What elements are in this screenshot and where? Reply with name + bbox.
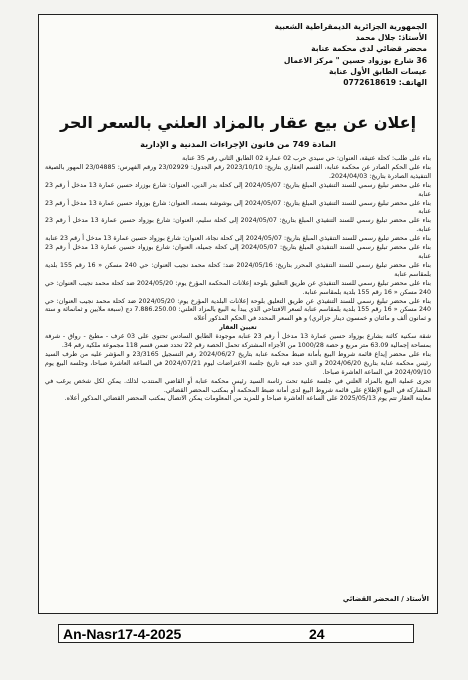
paragraph: بناء على محضر تبليغ رسمي للسند التنفيذي عن طريق التعليق بلوحة إعلانات البلدية المؤرخ يوم: 2024/05/20 ضد كحلة محمد نجيب العنوان: حي 240 مسكن « 16 رقم 155 بلدية بلمقاسم عنابة لسعر الافتتاحي الذي يبدأ به البيع بالمزاد العلني: 7.886.250.00 دج (سبعة ملايين و ثمانمائة و ستة و ثمانون ألف و مائتان و خمسون دينار جزائري) و هو السعر المحدد في الحكم المذكور أعلاه [45,297,432,323]
paragraph: بناء على محضر تبليغ رسمي للسند التنفيذي المبلغ بتاريخ: 2024/05/07 إلى كحلة بدر الدين، العنوان: شارع بوزراد حسين عمارة 13 مدخل أ رقم 23 عنابة [45,181,431,198]
section-heading: تعيين العقار [219,324,257,332]
paragraph: بناء على محضر تبليغ رسمي للسند التنفيذي عن طريق التعليق بلوحة إعلانات المحكمة المؤرخ يوم: 2024/05/20 ضد كحلة محمد نجيب العنوان: حي 240 مسكن « 16 رقم 155 بلدية بلمقاسم عنابة. [45,279,431,296]
paragraph: تجرى عملية البيع بالمزاد العلني في جلسة علنية تحت رئاسة السيد رئيس محكمة عنابة أو القاضي المنتدب لذلك. يمكن لكل شخص يرغب في المشاركة في البيع الإطلاع على قائمة شروط البيع لدى أمانة ضبط المحكمة أو بمكتب المحضر القضائي. [45,377,431,394]
bailiff-header [167,21,427,88]
header-line-6: الهاتف: 0772618619 [343,78,427,88]
paragraph: بناء على محضر إيداع قائمة شروط البيع بأمانة ضبط محكمة عنابة بتاريخ 2024/06/27 رقم التسجيل 23/3165 و المؤشر عليه من طرف السيد رئيس محكمة عنابة بتاريخ 2024/06/20 و الذي حدد فيه تاريخ جلسة الاعتراضات ليوم 2024/07/21 في الساعة العاشرة صباحا، وجلسة البيع يوم 2024/09/10 في الساعة العاشرة صباحا. [45,350,432,376]
paragraph: شقة سكنية كائنة بشارع بوزواد حسين عمارة 13 مدخل أ رقم 23 عنابة موجودة الطابق السادس تحتوي على 03 غرف - مطبخ - رواق - شرفة بمساحة إجمالية 63.09 متر مربع و حصة 1000/28 من الأجزاء المشتركة تحمل الحصة رقم 22 تحدد ضمن قسم 118 مجموعة ملكية رقم 34. [45,333,432,350]
page-number: 24 [309,626,325,642]
notice-title: إعلان عن بيع عقار بالمزاد العلني بالسعر الحر [59,113,417,132]
header-line-5: عيسات الطابق الأول عنابة [329,66,427,76]
header-line-4: 36 شارع بوزواد حسين " مركز الاعمال [283,55,427,65]
paragraph: بناء على محضر تبليغ رسمي للسند التنفيذي المحرر بتاريخ: 2024/05/16 ضد: كحلة محمد نجيب العنوان: حي 240 مسكن « 16 رقم 155 بلدية بلمقاسم عنابة [45,261,431,278]
newspaper-name: An-Nasr17-4-2025 [63,626,182,642]
paragraph: بناء على محضر تبليغ رسمي للسند التنفيذي المبلغ بتاريخ: 2024/05/07 إلى كحلة جميلة، العنوان: شارع بوزواد حسين عمارة 13 مدخل أ رقم 23 عنابة [45,244,431,260]
header-line-2: الأستاذ: جلال محمد [355,33,427,43]
page-footer [58,624,414,643]
paragraph: بناء على طلب: كحلة عتيقة، العنوان: حي سيدي حرب 02 عمارة 02 الطابق الثاني رقم 35 عنابة [182,155,431,162]
paragraph: بناء على محضر تبليغ رسمي للسند التنفيذي المبلغ بتاريخ: 2024/05/07 إلى كحلة نجاة، العنوان: شارع بوزواد حسين عمارة 13 مدخل أ رقم 23 عنابة [45,235,431,243]
signature: الأستاذ / المحضر القضائي [342,595,429,603]
header-line-3: محضر قضائي لدى محكمة عنابة [311,44,427,54]
notice-subtitle: المادة 749 من قانون الإجراءات المدنية و الإدارية [140,139,336,149]
paragraph: بناء على محضر تبليغ رسمي للسند التنفيذي المبلغ بتاريخ: 2024/05/07 إلى كحلة سليم، العنوان: شارع بوزواد حسين عمارة 13 مدخل أ رقم 23 عنابة. [45,217,431,234]
paragraph: بناء على الحكم الصادر عن محكمة عنابة، القسم العقاري بتاريخ: 2023/10/10 رقم الجدول: 23/02929 ورقم الفهرس: 23/04885 المهور بالصيغة التنفيذية الصادرة بتاريخ: 2024/04/03. [45,163,432,180]
header-line-1: الجمهورية الجزائرية الديمقراطية الشعبية [274,22,427,31]
paragraph: بناء على محضر تبليغ رسمي للسند التنفيذي المبلغ بتاريخ: 2024/05/07 إلى بوشوشة بسمة، العنوان: شارع بوزواد حسين عمارة 13 مدخل أ رقم 23 عنابة [45,199,431,216]
paragraph: معاينة العقار تتم يوم 2025/05/13 على الساعة العاشرة صباحا و للمزيد من المعلومات يمكن الاتصال بمكتب المحضر القضائي المذكور أعلاه. [64,395,431,403]
auction-notice [38,14,438,614]
notice-body [45,155,431,404]
